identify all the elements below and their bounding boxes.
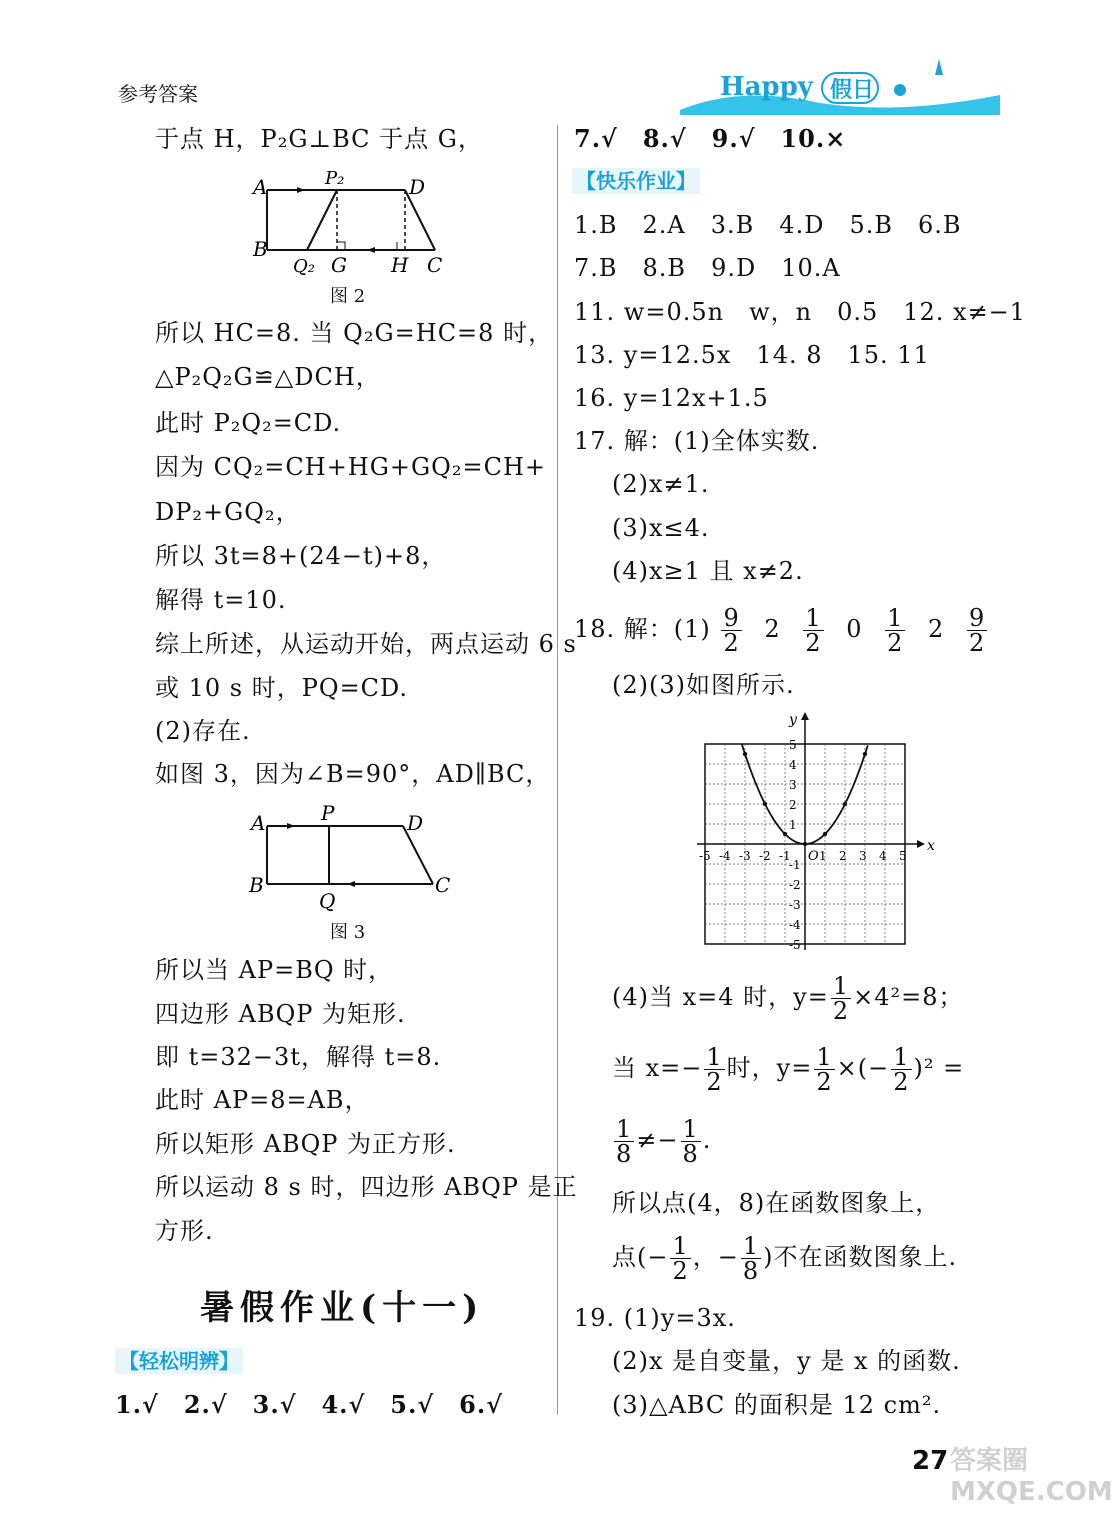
x-tick-label: -3: [739, 849, 751, 863]
figure-3: [245, 800, 455, 915]
left-line-16: 此时 AP=8=AB，: [155, 1086, 370, 1114]
ans-19-3: (3)△ABC 的面积是 12 cm².: [612, 1391, 942, 1419]
y-tick-label: -2: [789, 878, 801, 892]
left-line-2: 所以 HC=8. 当 Q₂G=HC=8 时，: [155, 319, 554, 347]
left-line-15: 即 t=32−3t，解得 t=8.: [155, 1043, 442, 1071]
frac-1-2-a: $\frac{1}{2}$: [805, 604, 822, 657]
data-point: [743, 752, 747, 756]
left-line-17: 所以矩形 ABQP 为正方形.: [155, 1130, 456, 1158]
x-tick-label: -4: [719, 849, 731, 863]
fig3-label-A: A: [251, 811, 266, 835]
fig2-label-P: P₂: [325, 168, 345, 189]
y-tick-label: 2: [789, 798, 797, 812]
x-tick-label: -5: [699, 849, 711, 863]
y-tick-label: -5: [789, 938, 801, 952]
left-line-5: 因为 CQ₂=CH+HG+GQ₂=CH+: [155, 453, 546, 481]
ans-18-2: (2)(3)如图所示.: [612, 671, 795, 699]
page-number: 27: [912, 1446, 949, 1476]
ans-18-4c-row: $\frac{1}{8}$ ≠− $\frac{1}{8}$ .: [616, 1115, 712, 1168]
x-tick-label: -1: [779, 849, 791, 863]
fig2-label-C: C: [427, 253, 443, 277]
column-divider: [557, 125, 558, 1415]
parabola-graph: [685, 712, 935, 952]
left-line-13: 所以当 AP=BQ 时，: [155, 956, 394, 984]
left-line-11: (2)存在.: [155, 717, 251, 745]
fig2-label-A: A: [253, 175, 268, 199]
data-point: [863, 752, 867, 756]
frac-1-2-b: $\frac{1}{2}$: [887, 604, 904, 657]
figure-2: [245, 168, 455, 278]
person-icon: [894, 84, 906, 96]
arrow-left-icon: [367, 247, 375, 253]
ans-7-10: 7.B 8.B 9.D 10.A: [574, 254, 841, 282]
left-line-7: 所以 3t=8+(24−t)+8，: [155, 542, 447, 570]
y-tick-label: 4: [789, 758, 797, 772]
fig2-caption: 图 2: [330, 286, 366, 307]
fig2-label-H: H: [391, 253, 409, 277]
brand-happy-text: Happy: [720, 72, 813, 102]
data-point: [783, 832, 787, 836]
ans-19-1: 19. (1)y=3x.: [574, 1304, 736, 1332]
frac-9-2-b: $\frac{9}{2}$: [968, 604, 986, 657]
ans-13-15: 13. y=12.5x 14. 8 15. 11: [574, 341, 930, 369]
ans-11-12: 11. w=0.5n w，n 0.5 12. x≠−1: [574, 298, 1027, 326]
fig3-caption: 图 3: [330, 922, 366, 943]
x-tick-label: 5: [899, 849, 907, 863]
ans-16: 16. y=12x+1.5: [574, 384, 769, 412]
x-tick-label: 4: [879, 849, 887, 863]
brand-holiday-text: 假日: [830, 77, 875, 103]
ans-18-4a-row: (4)当 x=4 时，y= $\frac{1}{2}$ ×4²=8；: [612, 972, 964, 1025]
x-tick-label: -2: [759, 849, 771, 863]
y-tick-label: -1: [789, 858, 801, 872]
easy-answers: 1.√ 2.√ 3.√ 4.√ 5.√ 6.√: [115, 1390, 503, 1419]
section-title: 暑假作业(十一): [200, 1288, 485, 1328]
y-tick-label: 3: [789, 778, 797, 792]
fig3-label-B: B: [249, 873, 264, 897]
ans-18-4d: 所以点(4，8)在函数图象上，: [612, 1189, 941, 1217]
header-left: 参考答案: [118, 82, 198, 106]
fig3-label-D: D: [407, 811, 424, 835]
fig3-label-C: C: [435, 873, 451, 897]
y-axis-arrow-icon: [801, 712, 809, 720]
left-line-6: DP₂+GQ₂，: [155, 498, 301, 526]
ans-18-row: 18. 解：(1) $\frac{9}{2}$ 2 $\frac{1}{2}$ 0 $\frac{1}{2}$ 2 $\frac{9}{2}$: [574, 604, 986, 657]
ans-18-4e-row: 点(− $\frac{1}{2}$ ，− $\frac{1}{8}$ )不在函数图象上.: [612, 1232, 958, 1285]
left-line-18: 所以运动 8 s 时，四边形 ABQP 是正: [155, 1173, 578, 1201]
x-tick-label: 3: [859, 849, 867, 863]
data-point: [823, 832, 827, 836]
watermark: 答案圈 MXQE.COM: [950, 1446, 1113, 1507]
left-line-14: 四边形 ABQP 为矩形.: [155, 1000, 406, 1028]
left-line-9: 综上所述，从运动开始，两点运动 6 s: [155, 630, 577, 658]
ans-1-6: 1.B 2.A 3.B 4.D 5.B 6.B: [574, 211, 962, 239]
fig2-label-B: B: [253, 237, 268, 261]
ans-7-10-tf: 7.√ 8.√ 9.√ 10.×: [574, 124, 847, 153]
left-line-8: 解得 t=10.: [155, 586, 287, 614]
arrow-right-icon: [287, 823, 295, 829]
left-line-19: 方形.: [155, 1217, 214, 1245]
left-line-4: 此时 P₂Q₂=CD.: [155, 409, 342, 437]
fig2-label-G: G: [331, 253, 347, 277]
ans-17: 17. 解：(1)全体实数.: [574, 427, 820, 455]
ans-18-4b-row: 当 x=− $\frac{1}{2}$ 时，y= $\frac{1}{2}$ ×(− $\frac{1}{2}$ )² =: [612, 1043, 965, 1096]
fig2-label-D: D: [409, 175, 426, 199]
tag-happy: 【快乐作业】: [572, 168, 700, 194]
brand-banner: [680, 55, 1000, 115]
y-tick-label: 1: [789, 818, 797, 832]
arrow-left-icon: [347, 881, 355, 887]
data-point: [843, 802, 847, 806]
y-axis-label: y: [789, 712, 797, 728]
left-line-1: 于点 H，P₂G⊥BC 于点 G，: [155, 125, 483, 153]
ans-17-2: (2)x≠1.: [612, 470, 710, 498]
y-tick-label: -4: [789, 918, 801, 932]
tag-easy: 【轻松明辨】: [115, 1348, 243, 1374]
data-point: [763, 802, 767, 806]
y-tick-label: 5: [789, 738, 797, 752]
y-tick-label: -3: [789, 898, 801, 912]
fig2-label-Q: Q₂: [293, 256, 315, 277]
fig3-label-P: P: [321, 801, 335, 825]
x-axis-arrow-icon: [917, 840, 925, 848]
origin-label: O: [808, 849, 819, 864]
left-line-10: 或 10 s 时，PQ=CD.: [155, 674, 409, 702]
x-axis-label: x: [927, 838, 935, 854]
line-PQ: [307, 190, 337, 250]
x-tick-label: 2: [839, 849, 847, 863]
ans-17-4: (4)x≥1 且 x≠2.: [612, 557, 804, 585]
line-DC: [405, 190, 435, 250]
ans-18-prefix: 18. 解：(1): [574, 615, 711, 643]
left-line-3: △P₂Q₂G≌△DCH，: [155, 363, 381, 391]
left-line-12: 如图 3，因为∠B=90°，AD∥BC，: [155, 760, 551, 788]
ans-19-2: (2)x 是自变量，y 是 x 的函数.: [612, 1347, 961, 1375]
x-tick-label: 1: [819, 849, 827, 863]
ans-17-3: (3)x≤4.: [612, 514, 710, 542]
palm-icon: [935, 59, 943, 75]
arrow-right-icon: [297, 187, 305, 193]
data-point: [803, 842, 807, 846]
fig3-label-Q: Q: [319, 889, 336, 913]
frac-9-2-a: $\frac{9}{2}$: [723, 604, 740, 657]
